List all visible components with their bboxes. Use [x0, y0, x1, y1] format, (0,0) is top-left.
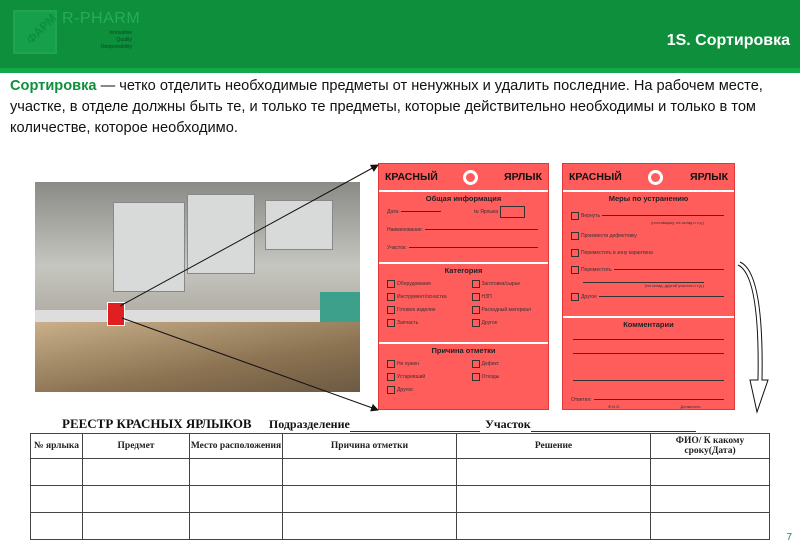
column-header: № ярлыка: [31, 434, 83, 459]
section-title: Категория: [444, 266, 483, 275]
logo-name: R-PHARM: [62, 10, 141, 27]
option-label: НЗП: [481, 293, 492, 300]
hint: (на склад, другой участок и т.д.): [583, 282, 704, 288]
logo-sub: Responsibility: [101, 44, 132, 50]
table-row: [31, 513, 770, 540]
section-title: Комментарии: [623, 320, 674, 329]
option-label: Инструмент/оснастка: [397, 293, 447, 300]
option-label: Расходный материал: [481, 306, 531, 313]
register-title: РЕЕСТР КРАСНЫХ ЯРЛЫКОВ: [62, 416, 252, 431]
logo-sub: Quality: [116, 37, 132, 43]
option-label: Заготовка/сырье: [481, 280, 521, 287]
card-title: КРАСНЫЙ: [385, 171, 438, 183]
option-label: Другое: [581, 293, 597, 300]
column-header: Предмет: [83, 434, 190, 459]
option-label: Запчасть: [397, 319, 419, 326]
hint: (поставщику, на склад и т.д.): [651, 220, 704, 225]
register-heading: [62, 416, 696, 432]
intro-term: Сортировка: [10, 78, 97, 94]
option-label: Переместить в зону карантина: [581, 249, 653, 256]
card-title: КРАСНЫЙ: [569, 171, 622, 183]
slide-title: 1S. Сортировка: [666, 32, 790, 49]
card-title: ЯРЛЫК: [504, 171, 542, 183]
table-header: [31, 434, 770, 459]
table-row: [31, 486, 770, 513]
option-label: Не нужен: [397, 360, 419, 367]
field-label: Должность: [680, 404, 701, 409]
option-label: Готовое изделие: [397, 306, 436, 313]
intro-body: — четко отделить необходимые предметы от ненужных и удалить последние. На рабочем месте, участке, в отделе должны быть те, и только те предметы, которые действительно необходимы и только в том количестве, которое необходимо.: [10, 78, 763, 136]
register-table: [30, 433, 770, 540]
section-title: Причина отметки: [431, 346, 496, 355]
option-label: Произвести дефектовку: [581, 232, 637, 239]
column-header: Решение: [457, 434, 651, 459]
option-label: Дефект: [481, 360, 500, 367]
area-label: Участок: [485, 417, 531, 431]
column-header: ФИО/ К какому сроку(Дата): [651, 434, 770, 459]
option-label: Устаревший: [397, 373, 426, 380]
logo-sub: Innovative: [109, 30, 132, 36]
field-label: Дата:: [387, 208, 400, 215]
table-row: [31, 459, 770, 486]
option-label: Переместить: [581, 266, 612, 273]
card-title: ЯРЛЫК: [690, 171, 728, 183]
company-logo: ФАРМ: [13, 10, 57, 54]
option-label: Другое: [397, 386, 413, 393]
option-label: Отходы: [481, 373, 500, 380]
option-label: Оборудование: [397, 280, 432, 287]
dept-label: Подразделение: [268, 417, 350, 431]
page-number: 7: [786, 532, 792, 543]
field-label: № Ярлыка: [473, 208, 499, 215]
field-label: Наименование:: [387, 226, 424, 233]
option-label: Другое: [481, 319, 498, 326]
field-label: Ф.И.О.: [608, 404, 621, 409]
column-header: Причина отметки: [283, 434, 457, 459]
field-label: Ответил:: [571, 396, 592, 403]
section-title: Меры по устранению: [608, 194, 689, 203]
section-title: Общая информация: [425, 194, 502, 203]
option-label: Вернуть: [581, 212, 601, 219]
column-header: Место расположения: [190, 434, 283, 459]
field-label: Участок:: [387, 244, 407, 251]
